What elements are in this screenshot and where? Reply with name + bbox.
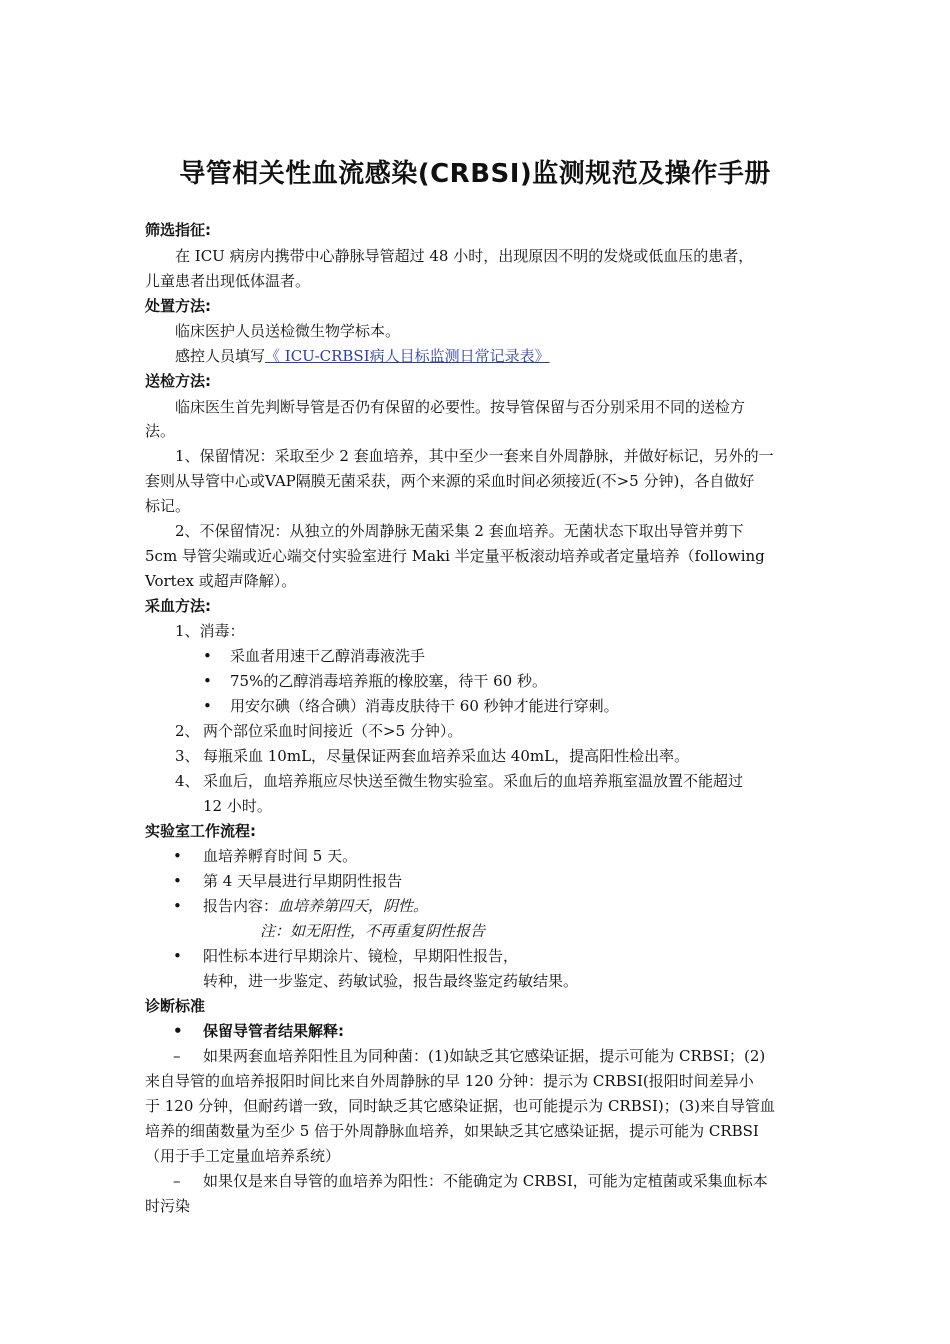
- lab-item-4-line-2: 转种，进一步鉴定、药敏试验，报告最终鉴定药敏结果。: [203, 972, 579, 990]
- submission-p3-3: Vortex 或超声降解）。: [145, 572, 297, 590]
- diagnosis-2-line-2: 时污染: [145, 1197, 191, 1215]
- report-content-label: 报告内容：: [203, 897, 279, 915]
- step-2-number: 2、: [175, 722, 200, 740]
- bullet-icon: •: [173, 947, 182, 965]
- diagnosis-1-line-3: 于 120 分钟，但耐药谱一致，同时缺乏其它感染证据，也可能提示为 CRBSI)；(3)来自导管血: [145, 1097, 776, 1115]
- step-4-number: 4、: [175, 772, 200, 790]
- diagnosis-1-line-4: 培养的细菌数量为至少 5 倍于外周静脉血培养，如果缺乏其它感染证据，提示可能为 CRBSI: [145, 1122, 759, 1140]
- screening-heading: 筛选指征:: [145, 221, 211, 239]
- diagnosis-heading: 诊断标准: [145, 997, 206, 1015]
- record-form-link[interactable]: 《 ICU-CRBSI病人目标监测日常记录表》: [265, 347, 550, 365]
- bullet-icon: •: [173, 847, 182, 865]
- submission-p3-2: 5cm 导管尖端或近心端交付实验室进行 Maki 半定量平板滚动培养或者定量培养（following: [145, 547, 765, 565]
- disposal-text-1: 临床医护人员送检微生物学标本。: [175, 322, 401, 340]
- step-3-number: 3、: [175, 747, 200, 765]
- diagnosis-2-line-1: 如果仅是来自导管的血培养为阳性：不能确定为 CRBSI，可能为定植菌或采集血标本: [203, 1172, 768, 1190]
- screening-text-1: 在 ICU 病房内携带中心静脉导管超过 48 小时，出现原因不明的发烧或低血压的患者，: [175, 247, 754, 265]
- lab-item-1: 血培养孵育时间 5 天。: [203, 847, 358, 865]
- bullet-icon: •: [173, 872, 182, 890]
- lab-note: 注：如无阳性，不再重复阴性报告: [260, 922, 486, 940]
- lab-item-3: [203, 896, 428, 916]
- dash-icon: –: [173, 1047, 181, 1065]
- submission-p3-1: 2、不保留情况：从独立的外周静脉无菌采集 2 套血培养。无菌状态下取出导管并剪下: [175, 522, 744, 540]
- disposal-prefix: 感控人员填写: [175, 347, 266, 365]
- submission-p2-1: 1、保留情况：采取至少 2 套血培养，其中至少一套来自外周静脉，并做好标记，另外的一: [175, 447, 774, 465]
- bullet-icon: •: [203, 672, 212, 690]
- step-4-line-2: 12 小时。: [203, 797, 272, 815]
- submission-p1-2: 法。: [145, 422, 176, 440]
- lab-item-4-line-1: 阳性标本进行早期涂片、镜检，早期阳性报告，: [203, 947, 519, 965]
- screening-text-2: 儿童患者出现低体温者。: [145, 272, 311, 290]
- lab-item-2: 第 4 天早晨进行早期阴性报告: [203, 872, 403, 890]
- diagnosis-1-line-2: 来自导管的血培养报阳时间比来自外周静脉的早 120 分钟：提示为 CRBSI(报阳时间差异小: [145, 1072, 754, 1090]
- step-2: 两个部位采血时间接近（不>5 分钟）。: [203, 722, 463, 740]
- bullet-icon: •: [173, 897, 182, 915]
- submission-p2-2: 套则从导管中心或VAP隔膜无菌采获，两个来源的采血时间必须接近(不>5 分钟)，各自做好: [145, 472, 755, 490]
- diagnosis-1-line-1: 如果两套血培养阳性且为同种菌：(1)如缺乏其它感染证据，提示可能为 CRBSI；(2): [203, 1047, 766, 1065]
- step-4-line-1: 采血后，血培养瓶应尽快送至微生物实验室。采血后的血培养瓶室温放置不能超过: [203, 772, 744, 790]
- diagnosis-1-line-5: （用于手工定量血培养系统）: [145, 1147, 341, 1165]
- blood-collection-heading: 采血方法:: [145, 597, 211, 615]
- bullet-icon: •: [203, 647, 212, 665]
- page-title: 导管相关性血流感染(CRBSI)监测规范及操作手册: [179, 159, 771, 189]
- report-content-value: 血培养第四天，阴性。: [278, 897, 429, 915]
- dash-icon: –: [173, 1172, 181, 1190]
- disinfect-item-2: 75%的乙醇消毒培养瓶的橡胶塞，待干 60 秒。: [230, 672, 547, 690]
- bullet-icon: •: [173, 1022, 183, 1040]
- submission-heading: 送检方法:: [145, 372, 211, 390]
- diagnosis-subheading: 保留导管者结果解释:: [203, 1022, 344, 1040]
- disinfect-item-3: 用安尔碘（络合碘）消毒皮肤待干 60 秒钟才能进行穿刺。: [230, 697, 619, 715]
- submission-p1-1: 临床医生首先判断导管是否仍有保留的必要性。按导管保留与否分别采用不同的送检方: [175, 398, 746, 416]
- bullet-icon: •: [203, 697, 212, 715]
- disposal-text-2: [175, 346, 550, 366]
- submission-p2-3: 标记。: [145, 497, 191, 515]
- disinfect-item-1: 采血者用速干乙醇消毒液洗手: [230, 647, 426, 665]
- disposal-heading: 处置方法:: [145, 297, 211, 315]
- lab-workflow-heading: 实验室工作流程:: [145, 822, 256, 840]
- step-1: 1、消毒：: [175, 622, 245, 640]
- step-3: 每瓶采血 10mL，尽量保证两套血培养采血达 40mL，提高阳性检出率。: [203, 747, 690, 765]
